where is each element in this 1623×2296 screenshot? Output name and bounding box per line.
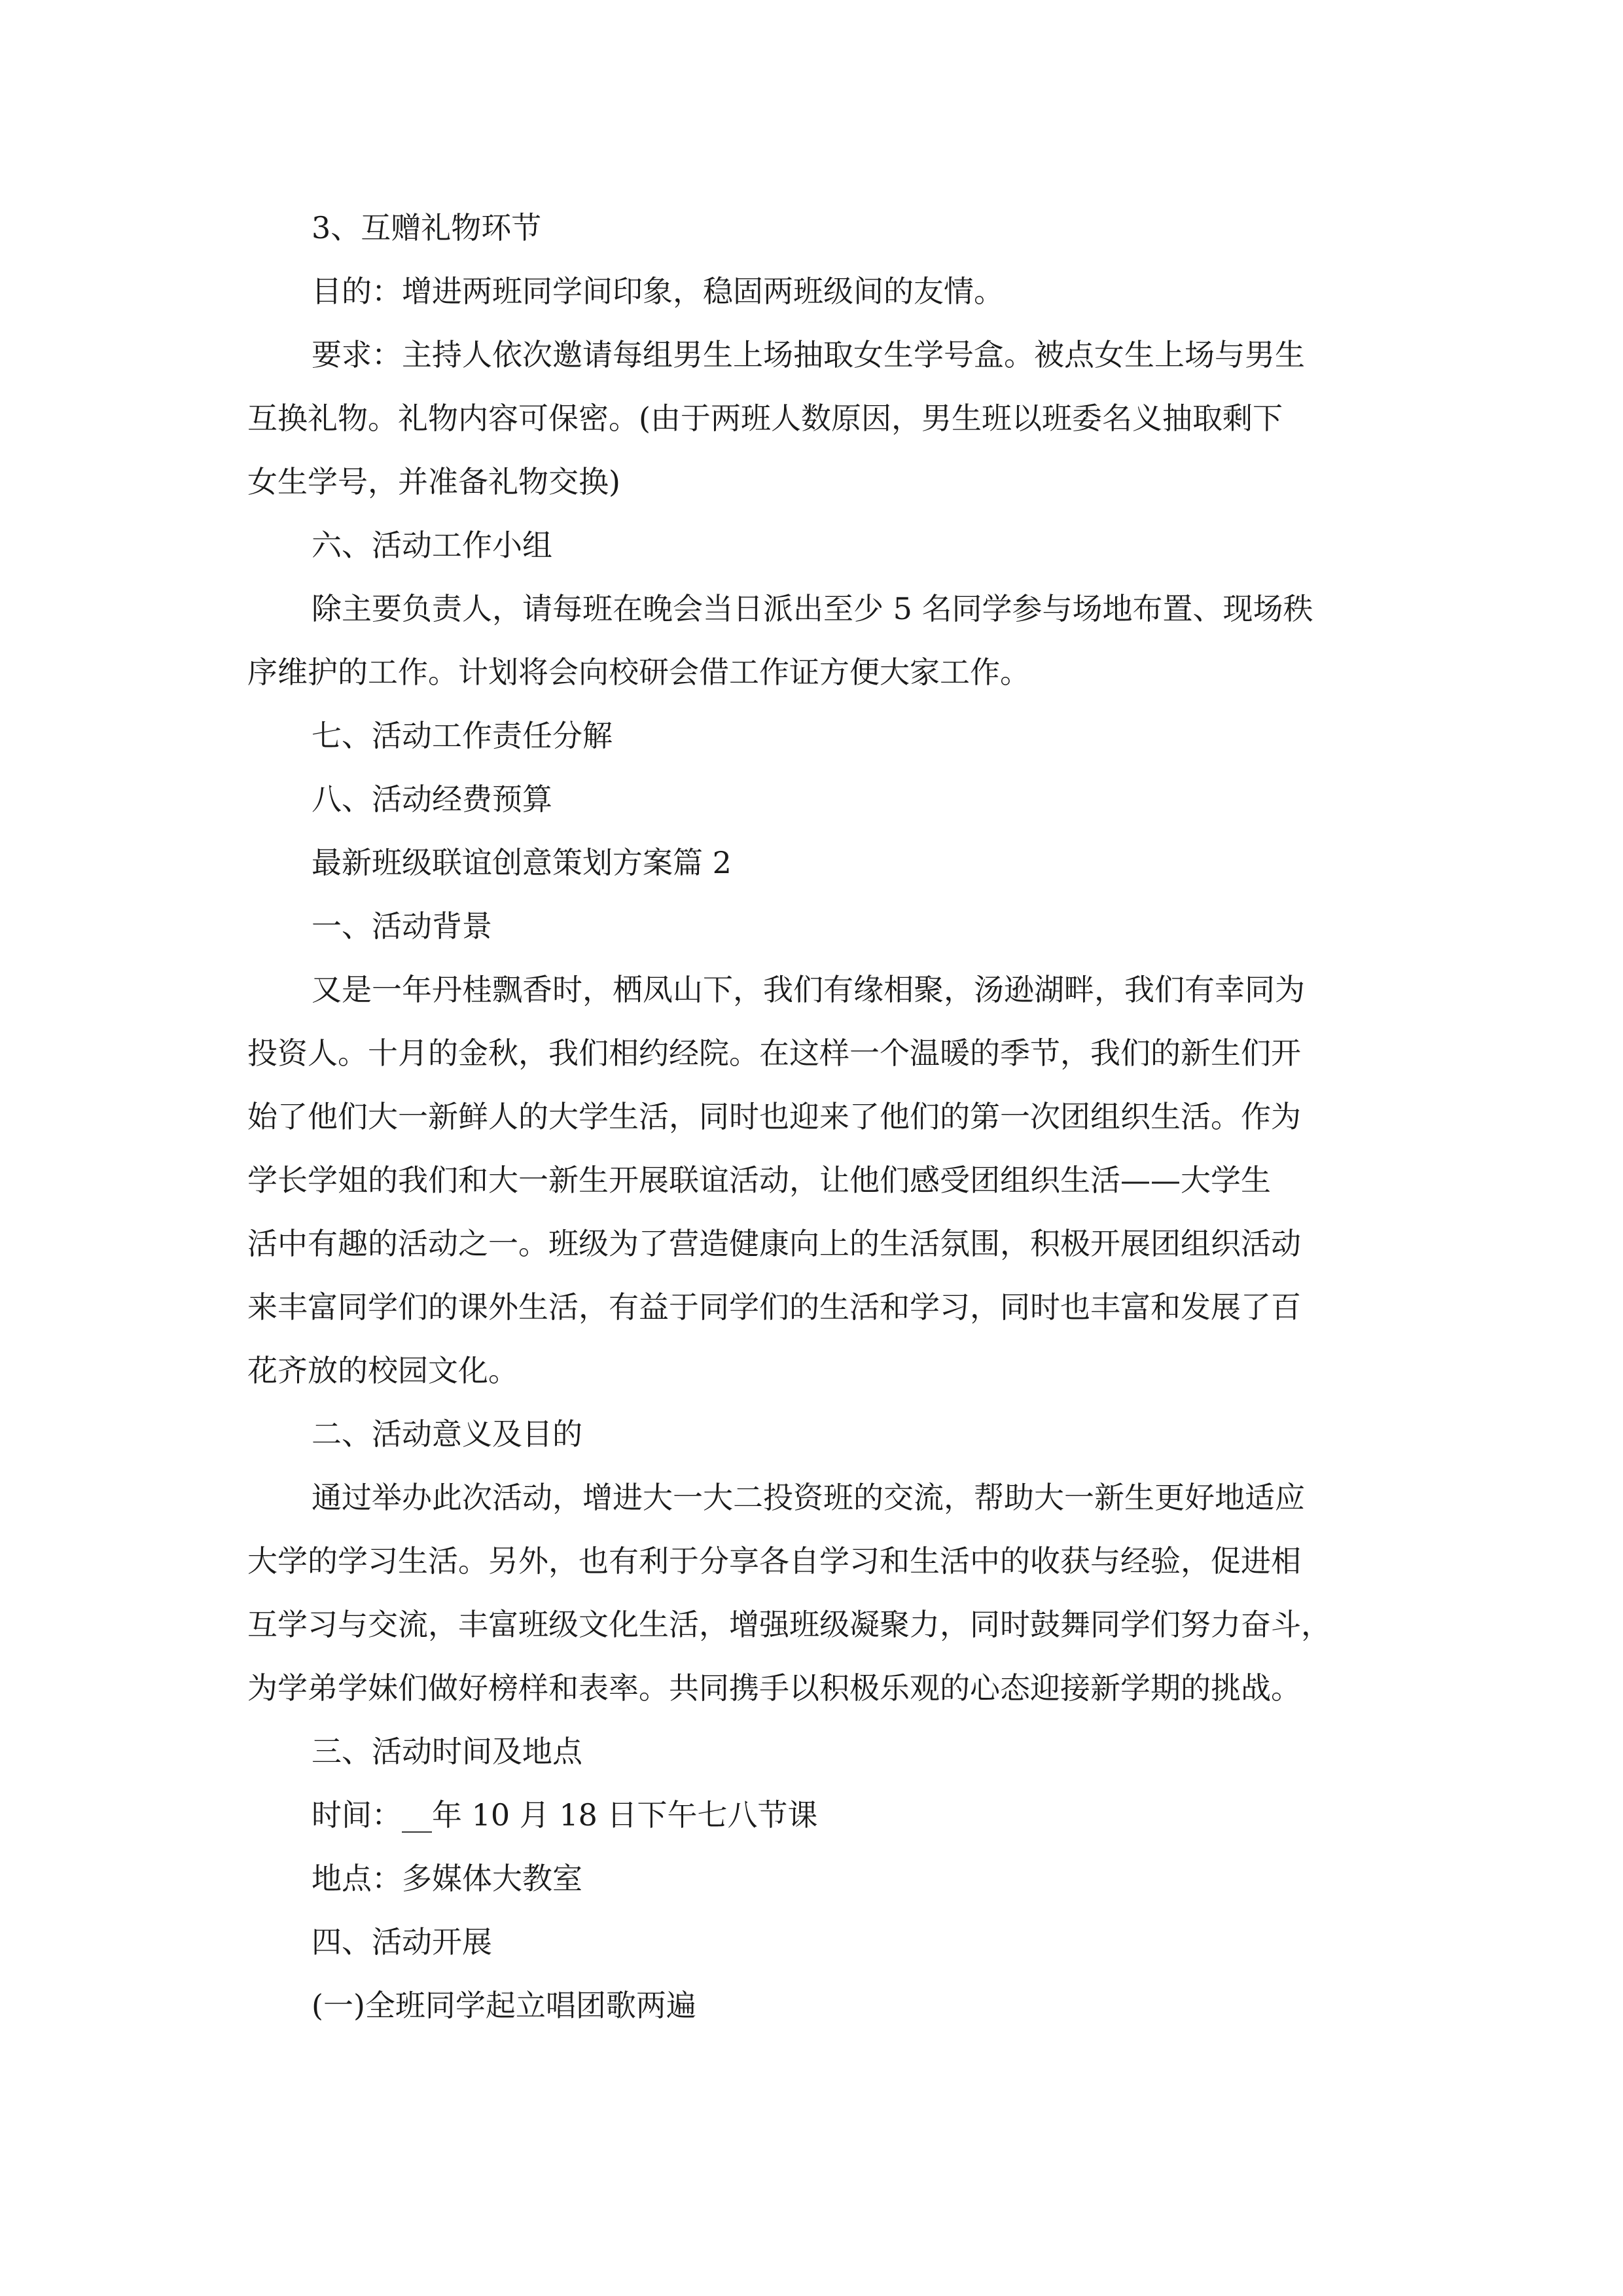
paragraph-first-line: 除主要负责人，请每班在晚会当日派出至少 5 名同学参与场地布置、现场秩 (312, 591, 1313, 626)
paragraph-continuation-line: 序维护的工作。计划将会向校研会借工作证方便大家工作。 (247, 655, 1030, 690)
paragraph-continuation-line: 女生学号，并准备礼物交换) (247, 464, 620, 499)
paragraph-first-line: 要求：主持人依次邀请每组男生上场抽取女生学号盒。被点女生上场与男生 (312, 337, 1305, 372)
paragraph-first-line: 目的：增进两班同学间印象，稳固两班级间的友情。 (312, 274, 1004, 309)
paragraph-continuation-line: 花齐放的校园文化。 (247, 1353, 518, 1388)
paragraph-continuation-line: 互学习与交流，丰富班级文化生活，增强班级凝聚力，同时鼓舞同学们努力奋斗， (247, 1607, 1331, 1642)
paragraph-first-line: 3、互赠礼物环节 (312, 210, 542, 245)
paragraph-first-line: 四、活动开展 (312, 1924, 492, 1960)
paragraph-first-line: 六、活动工作小组 (312, 528, 552, 563)
paragraph-continuation-line: 始了他们大一新鲜人的大学生活，同时也迎来了他们的第一次团组织生活。作为 (247, 1099, 1301, 1134)
paragraph-continuation-line: 大学的学习生活。另外，也有利于分享各自学习和生活中的收获与经验，促进相 (247, 1543, 1301, 1579)
paragraph-first-line: 八、活动经费预算 (312, 781, 552, 817)
paragraph-first-line: 又是一年丹桂飘香时，栖凤山下，我们有缘相聚，汤逊湖畔，我们有幸同为 (312, 972, 1305, 1007)
paragraph-first-line: 一、活动背景 (312, 908, 492, 944)
paragraph-first-line: 通过举办此次活动，增进大一大二投资班的交流，帮助大一新生更好地适应 (312, 1480, 1305, 1515)
paragraph-continuation-line: 学长学姐的我们和大一新生开展联谊活动，让他们感受团组织生活——大学生 (247, 1162, 1271, 1198)
paragraph-continuation-line: 投资人。十月的金秋，我们相约经院。在这样一个温暖的季节，我们的新生们开 (247, 1035, 1301, 1071)
paragraph-continuation-line: 活中有趣的活动之一。班级为了营造健康向上的生活氛围，积极开展团组织活动 (247, 1226, 1301, 1261)
paragraph-first-line: 七、活动工作责任分解 (312, 718, 613, 753)
paragraph-first-line: (一)全班同学起立唱团歌两遍 (312, 1988, 696, 2023)
paragraph-continuation-line: 来丰富同学们的课外生活，有益于同学们的生活和学习，同时也丰富和发展了百 (247, 1289, 1301, 1325)
paragraph-first-line: 二、活动意义及目的 (312, 1416, 582, 1452)
paragraph-first-line: 最新班级联谊创意策划方案篇 2 (312, 845, 732, 880)
paragraph-first-line: 地点：多媒体大教室 (312, 1861, 582, 1896)
paragraph-continuation-line: 互换礼物。礼物内容可保密。(由于两班人数原因，男生班以班委名义抽取剩下 (247, 401, 1283, 436)
paragraph-first-line: 时间：__年 10 月 18 日下午七八节课 (312, 1797, 818, 1833)
paragraph-continuation-line: 为学弟学妹们做好榜样和表率。共同携手以积极乐观的心态迎接新学期的挑战。 (247, 1670, 1301, 1706)
document-body (247, 196, 1386, 2037)
paragraph-first-line: 三、活动时间及地点 (312, 1734, 582, 1769)
